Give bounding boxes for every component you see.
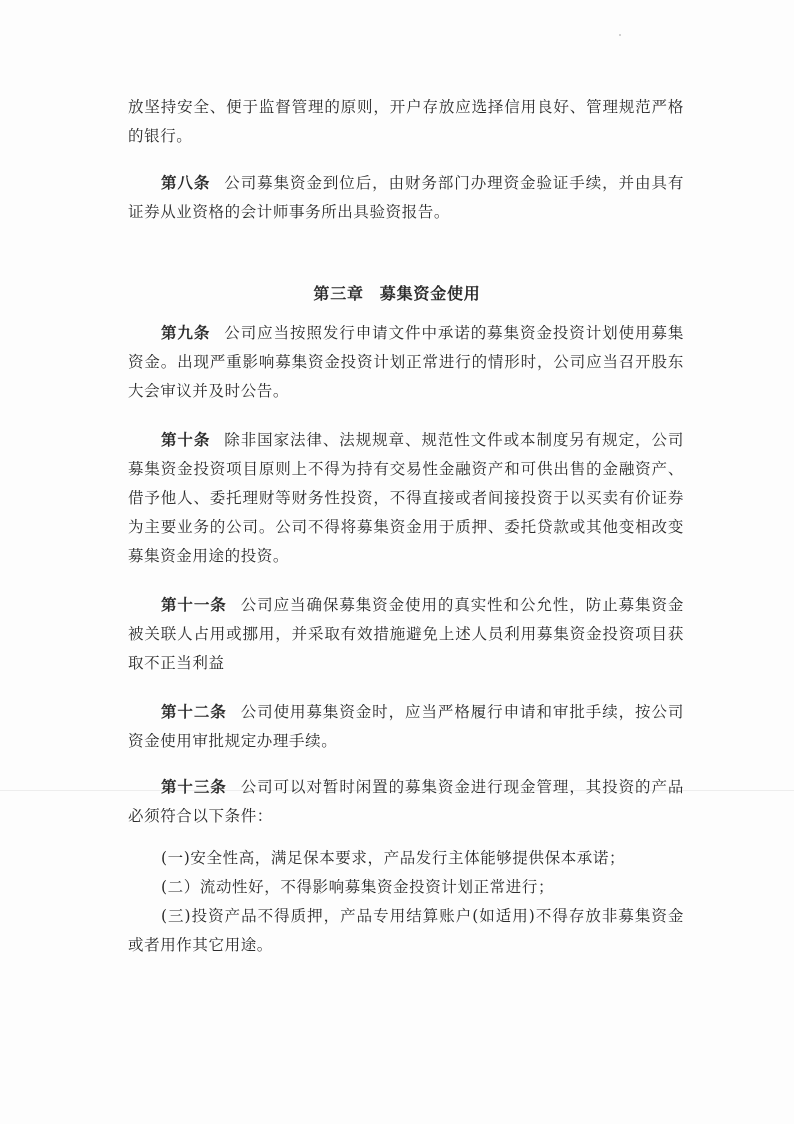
condition-item-1 [128, 844, 684, 873]
chapter-heading [0, 281, 794, 304]
paragraph-continuation [128, 93, 684, 151]
article-text: 除非国家法律、法规规章、规范性文件或本制度另有规定，公司募集资金投资项目原则上不得为持有交易性金融资产和可供出售的金融资产、借予他人、委托理财等财务性投资，不得直接或者间接投资于以买卖有价证券为主要业务的公司。公司不得将募集资金用于质押、委托贷款或其他变相改变募集资金用途的投资。 [128, 431, 684, 565]
article-12 [128, 697, 684, 756]
article-label: 第十一条 [161, 595, 227, 614]
article-10 [128, 425, 684, 571]
article-8 [128, 168, 684, 227]
condition-item-3 [128, 902, 684, 960]
paragraph-text: 放坚持安全、便于监督管理的原则，开户存放应选择信用良好、管理规范严格的银行。 [128, 98, 684, 145]
article-label: 第九条 [161, 323, 211, 342]
article-text: 公司应当按照发行申请文件中承诺的募集资金投资计划使用募集资金。出现严重影响募集资金投资计划正常进行的情形时，公司应当召开股东大会审议并及时公告。 [128, 324, 684, 400]
condition-text: (一)安全性高，满足保本要求，产品发行主体能够提供保本承诺； [161, 849, 626, 867]
article-label: 第十三条 [161, 777, 227, 796]
article-label: 第十条 [161, 430, 211, 449]
article-text: 公司可以对暂时闲置的募集资金进行现金管理，其投资的产品必须符合以下条件： [128, 778, 685, 825]
condition-item-2 [128, 873, 684, 902]
article-text: 公司使用募集资金时，应当严格履行申请和审批手续，按公司资金使用审批规定办理手续。 [128, 703, 685, 750]
article-9 [128, 318, 684, 406]
article-label: 第八条 [161, 173, 211, 192]
condition-text: (三)投资产品不得质押，产品专用结算账户(如适用)不得存放非募集资金或者用作其它用途。 [128, 907, 684, 954]
chapter-title: 募集资金使用 [379, 284, 481, 303]
condition-text: (二）流动性好，不得影响募集资金投资计划正常进行； [161, 878, 555, 896]
article-label: 第十二条 [161, 702, 227, 721]
scan-speck [619, 34, 621, 36]
article-11 [128, 590, 684, 678]
article-13 [128, 772, 684, 831]
article-text: 公司应当确保募集资金使用的真实性和公允性，防止募集资金被关联人占用或挪用，并采取有效措施避免上述人员利用募集资金投资项目获取不正当利益 [128, 596, 685, 672]
chapter-number: 第三章 [313, 284, 364, 303]
article-text: 公司募集资金到位后，由财务部门办理资金验证手续，并由具有证券从业资格的会计师事务所出具验资报告。 [128, 174, 684, 221]
